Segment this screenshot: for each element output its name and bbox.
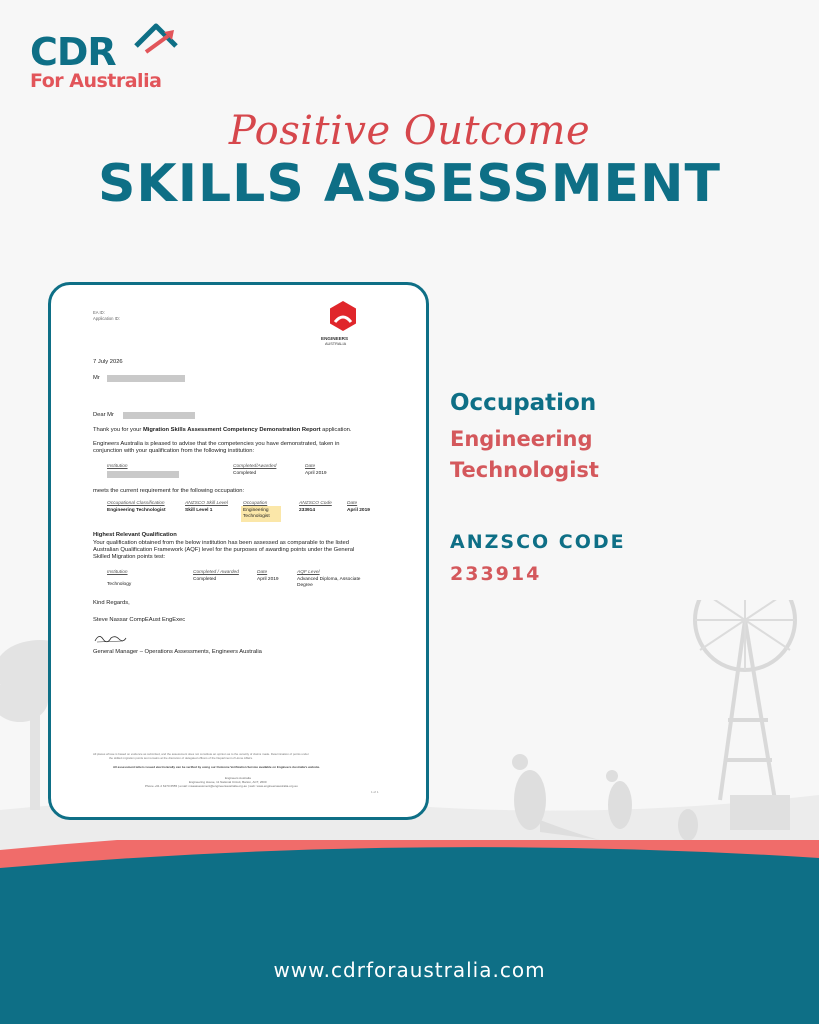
t3-aqf-header: AQF Level: [297, 570, 320, 575]
occupation-value-line-2: Technologist: [450, 458, 599, 482]
occupation-label: Occupation: [450, 390, 597, 416]
t2-skill-level-header: ANZSCO Skill Level: [185, 501, 228, 506]
address-2: Engineering House, 11 National Circuit, Barton, ACT, 2600: [189, 780, 267, 784]
thanks-pre: Thank you for your: [93, 427, 143, 433]
redacted-name: [123, 412, 195, 419]
brand-logo: [30, 22, 190, 92]
redacted-institution: [107, 471, 179, 478]
intro-line-2: conjunction with your qualification from the following institution:: [93, 448, 255, 454]
occupation-value: [450, 424, 599, 486]
address-1: Engineers Australia: [225, 776, 251, 780]
letter-date: 7 July 2026: [93, 359, 123, 365]
signature-image: [93, 632, 127, 644]
anzsco-label: ANZSCO CODE: [450, 531, 626, 553]
t1-institution-header: Institution: [107, 464, 128, 469]
ea-id-label: EA ID:: [93, 310, 105, 315]
meets-line: meets the current requirement for the following occupation:: [93, 488, 245, 494]
page-number: 1 of 1: [371, 790, 379, 794]
footer-note-3: All assessment letters issued electronically can be verified by using our Outcome Verification Service available on Engineers Australia's website.: [113, 765, 321, 769]
t2-skill-level-value: Skill Level 1: [185, 508, 213, 513]
t2-date-header: Date: [347, 501, 358, 506]
thanks-line: [93, 427, 352, 433]
t2-occupation-header: Occupation: [243, 501, 268, 506]
salutation: Dear Mr: [93, 412, 114, 418]
t2-occ-class-value: Engineering Technologist: [107, 508, 166, 513]
t1-date-header: Date: [305, 464, 316, 469]
t2-occupation-value-1: Engineering: [243, 508, 269, 513]
recipient-mr: Mr: [93, 375, 100, 381]
t3-institution-header: Institution: [107, 570, 128, 575]
t1-date-value: April 2019: [305, 471, 327, 476]
t2-code-value: 233914: [299, 508, 316, 513]
hrq-line-3: Skilled Migration points test:: [93, 554, 166, 560]
t3-date-value: April 2019: [257, 577, 279, 582]
t2-date-value: April 2019: [347, 508, 370, 513]
t2-occ-class-header: Occupational Classification: [107, 501, 165, 506]
engineers-australia-logo: [321, 300, 358, 346]
headline-main: SKILLS ASSESSMENT: [97, 154, 722, 214]
intro-line-1: Engineers Australia is pleased to advise that the competencies you have demonstrated, taken in: [93, 441, 340, 447]
hrq-line-1: Your qualification obtained from the below institution has been assessed as comparable to the listed: [93, 540, 349, 546]
thanks-post: application.: [320, 427, 352, 433]
regards: Kind Regards,: [93, 600, 130, 606]
t3-institution-value: Technology: [107, 582, 132, 587]
signer-name: Steve Nassar CompEAust EngExec: [93, 617, 186, 623]
hrq-line-2: Australian Qualification Framework (AQF) level for the purposes of awarding points under the General: [93, 547, 355, 553]
hrq-title: Highest Relevant Qualification: [93, 532, 177, 538]
logo-main-text: CDR: [30, 30, 116, 74]
logo-house-icon: [134, 22, 180, 62]
redacted-name: [107, 375, 185, 382]
hexagon-logo-icon: [328, 300, 358, 332]
t3-date-header: Date: [257, 570, 268, 575]
headline-script: Positive Outcome: [228, 108, 591, 154]
address-3: Phone +61 2 6270 6555 | email: msaassessment@engineersaustralia.org.au | web: www.engineersaustralia.org.au: [145, 784, 298, 788]
t2-code-header: ANZSCO Code: [299, 501, 332, 506]
occupation-value-line-1: Engineering: [450, 427, 593, 451]
t3-aqf-value-2: Degree: [297, 583, 313, 588]
anzsco-code: 233914: [450, 563, 542, 585]
ea-logo-line1: ENGINEERS: [321, 336, 349, 341]
website-url[interactable]: www.cdrforaustralia.com: [273, 958, 546, 982]
footer-note-2: the skilled migration points test remains at the discretion of delegated officers of the Department of Home Affairs.: [109, 756, 253, 760]
t3-aqf-value-1: Advanced Diploma, Associate: [297, 577, 361, 582]
assessment-letter-document: [48, 282, 429, 820]
thanks-bold: Migration Skills Assessment Competency Demonstration Report: [142, 427, 321, 433]
ea-logo-line2: AUSTRALIA: [325, 342, 347, 346]
signer-title: General Manager – Operations Assessments, Engineers Australia: [93, 649, 262, 655]
logo-sub-text: For Australia: [30, 70, 162, 92]
footer-wave-band: [0, 840, 819, 1024]
t1-completed-header: Completed/Awarded: [233, 464, 277, 469]
t3-completed-header: Completed / Awarded: [193, 570, 239, 575]
t1-completed-value: Completed: [233, 471, 257, 476]
application-id-label: Application ID:: [93, 316, 120, 321]
t2-occupation-value-2: Technologist: [243, 514, 270, 519]
t3-completed-value: Completed: [193, 577, 217, 582]
footer-note-1: All places whose is based on evidence as submitted, and the assessment does not constitute an opinion as to the veracity of claims made. Determination of points under: [93, 752, 309, 756]
